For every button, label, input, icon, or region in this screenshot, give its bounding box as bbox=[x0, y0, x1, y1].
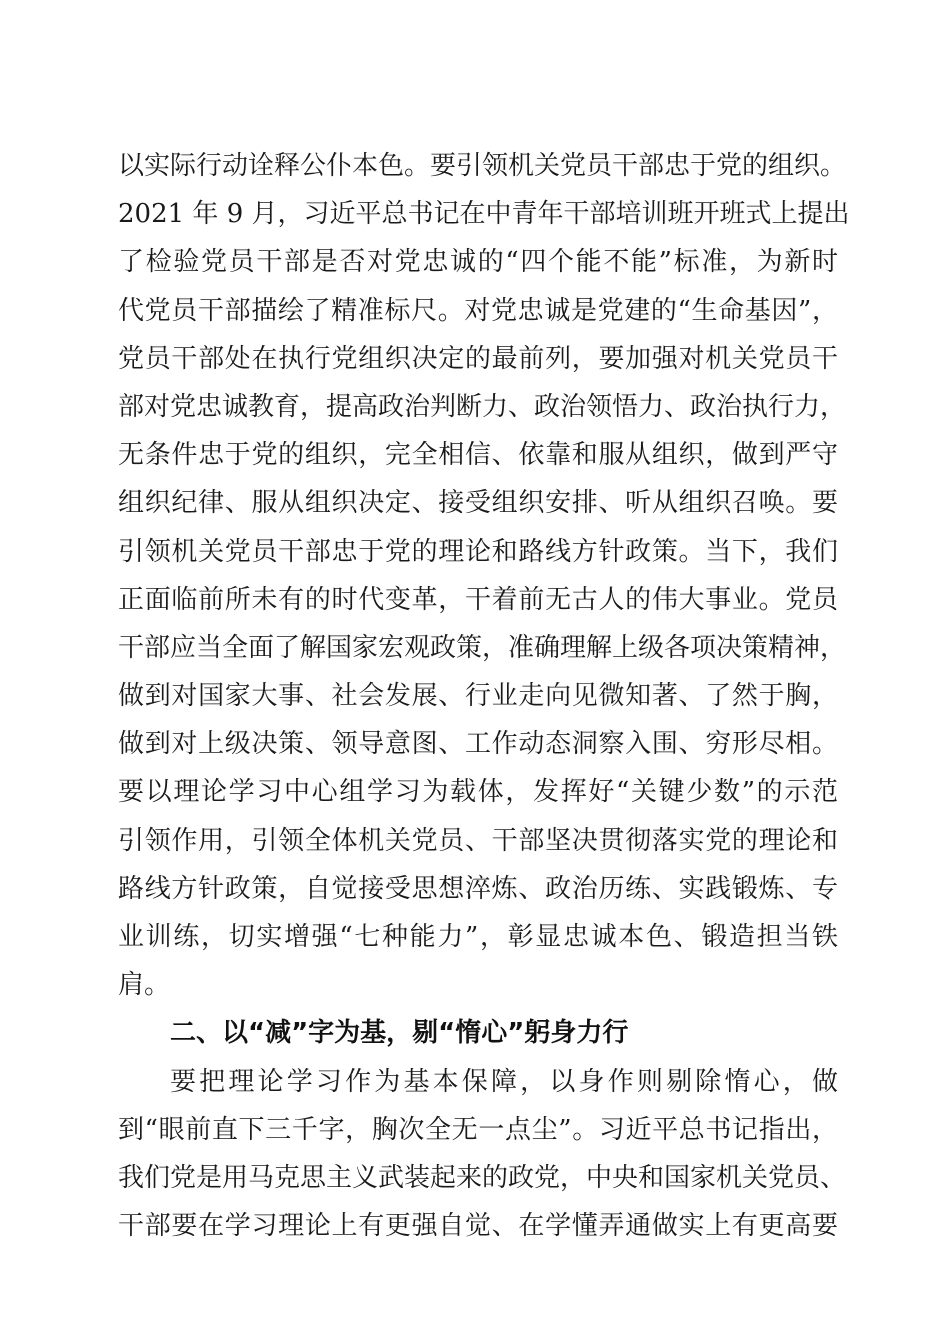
paragraph-line: 无条件忠于党的组织，完全相信、依靠和服从组织，做到严守 bbox=[118, 440, 838, 471]
paragraph-line: 做到对上级决策、领导意图、工作动态洞察入围、穷形尽相。 bbox=[118, 729, 838, 760]
body-text bbox=[118, 142, 850, 1250]
paragraph-line: 干部应当全面了解国家宏观政策，准确理解上级各项决策精神， bbox=[118, 632, 847, 663]
paragraph-line: 肩。 bbox=[118, 970, 171, 1001]
paragraph-line: 要把理论学习作为基本保障，以身作则剔除惰心，做 bbox=[170, 1066, 838, 1097]
paragraph-line: 以实际行动诠释公仆本色。要引领机关党员干部忠于党的组织。 bbox=[118, 151, 847, 181]
paragraph-line: 引领作用，引领全体机关党员、干部坚决贯彻落实党的理论和 bbox=[118, 825, 838, 856]
paragraph-line: 组织纪律、服从组织决定、接受组织安排、听从组织召唤。要 bbox=[118, 488, 838, 519]
paragraph-line: 到“眼前直下三千字，胸次全无一点尘”。习近平总书记指出， bbox=[118, 1114, 838, 1145]
paragraph-line: 我们党是用马克思主义武装起来的政党，中央和国家机关党员、 bbox=[118, 1162, 847, 1193]
paragraph-line: 做到对国家大事、社会发展、行业走向见微知著、了然于胸， bbox=[118, 681, 838, 712]
section-heading: 二、以“减”字为基，剔“惰心”躬身力行 bbox=[170, 1018, 629, 1049]
paragraph-line: 引领机关党员干部忠于党的理论和路线方针政策。当下，我们 bbox=[118, 536, 838, 567]
paragraph-line: 代党员干部描绘了精准标尺。对党忠诚是党建的“生命基因”， bbox=[118, 295, 838, 326]
paragraph-line: 要以理论学习中心组学习为载体，发挥好“关键少数”的示范 bbox=[118, 777, 838, 808]
paragraph-line: 路线方针政策，自觉接受思想淬炼、政治历练、实践锻炼、专 bbox=[118, 873, 838, 904]
paragraph-line: 正面临前所未有的时代变革，干着前无古人的伟大事业。党员 bbox=[118, 584, 838, 615]
paragraph-line: 部对党忠诚教育，提高政治判断力、政治领悟力、政治执行力， bbox=[118, 391, 847, 422]
paragraph-line: 党员干部处在执行党组织决定的最前列，要加强对机关党员干 bbox=[118, 343, 838, 374]
paragraph-line: 干部要在学习理论上有更强自觉、在学懂弄通做实上有更高要 bbox=[118, 1211, 838, 1242]
paragraph-line: 了检验党员干部是否对党忠诚的“四个能不能”标准，为新时 bbox=[118, 247, 838, 278]
paragraph-line: 2021 年 9 月，习近平总书记在中青年干部培训班开班式上提出 bbox=[118, 199, 850, 230]
paragraph-line: 业训练，切实增强“七种能力”，彰显忠诚本色、锻造担当铁 bbox=[118, 922, 838, 952]
